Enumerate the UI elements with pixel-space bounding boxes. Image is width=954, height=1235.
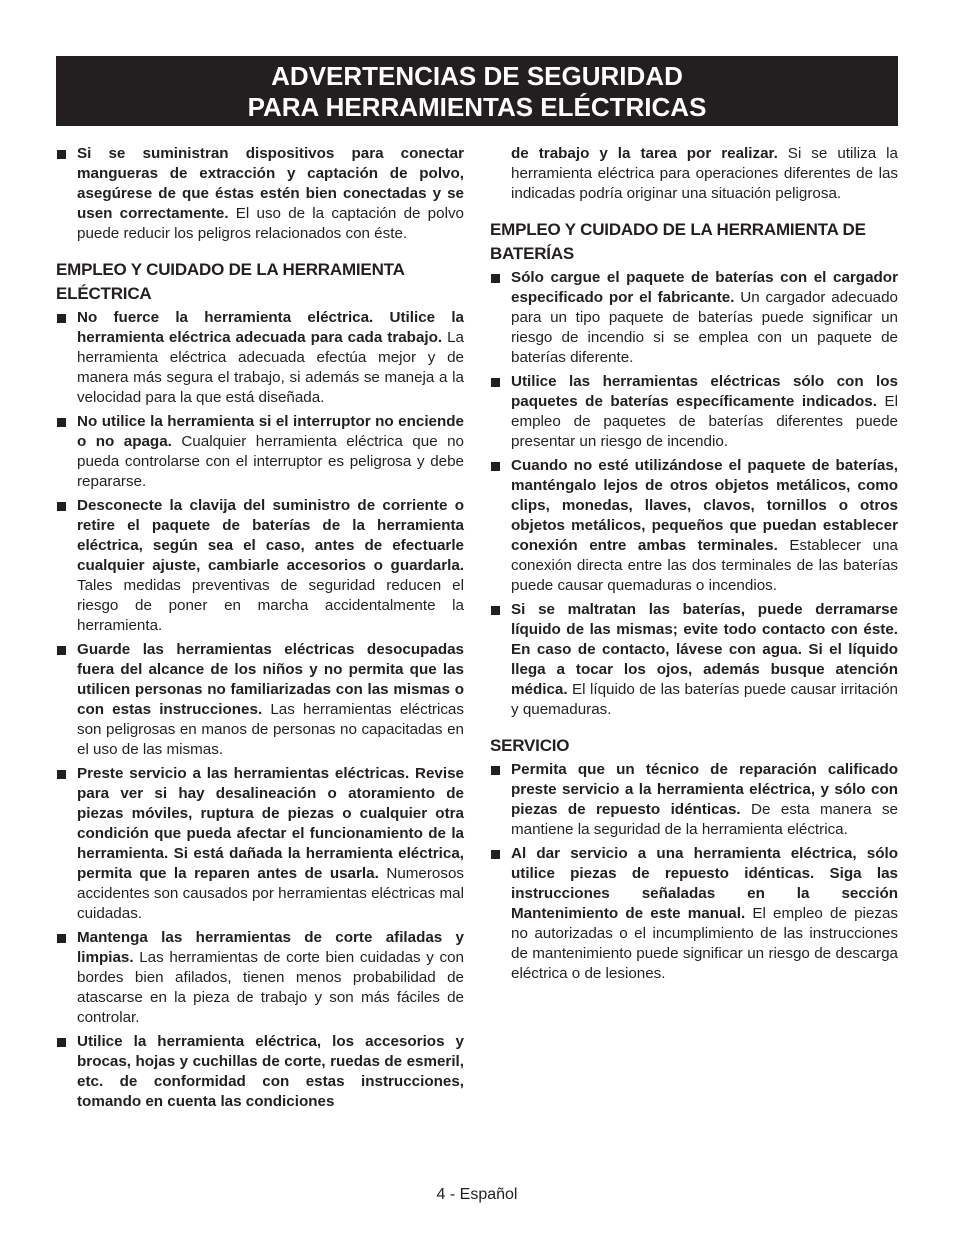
- square-bullet-icon: [57, 502, 66, 511]
- item-bold-text: Sólo cargue el paquete de baterías con el cargador especificado por el fabricante.: [511, 269, 898, 306]
- square-bullet-icon: [57, 646, 66, 655]
- item-bold-text: Si se suministran dispositivos para conectar mangueras de extracción y captación de polvo, asegúrese de que éstas estén bien conectadas y se usen correctamente.: [77, 145, 464, 222]
- item-text: Numerosos accidentes son causados por herramientas eléctricas mal cuidadas.: [77, 865, 464, 922]
- item-text: El empleo de piezas no autorizadas o el incumplimiento de las instrucciones de mantenimiento puede significar un riesgo de descarga eléctrica o de lesiones.: [511, 905, 898, 982]
- item-bold-text: Preste servicio a las herramientas eléctricas. Revise para ver si hay desalineación o atoramiento de piezas móviles, ruptura de piezas o cualquier otra condición que pueda afectar el funcionamiento de la herramienta. Si está dañada la herramienta eléctrica, permita que la reparen antes de usarla.: [77, 765, 464, 882]
- left-column: [56, 144, 464, 1116]
- item-text: Las herramientas de corte bien cuidadas y con bordes bien afilados, tienen menos probabilidad de atascarse en la pieza de trabajo y son más fáciles de controlar.: [77, 949, 464, 1026]
- item-text: Las herramientas eléctricas son peligrosas en manos de personas no capacitadas en el uso de las mismas.: [77, 701, 464, 758]
- list-item-continuation: [490, 144, 898, 204]
- page-banner: [56, 56, 898, 126]
- item-text: Cualquier herramienta eléctrica que no pueda controlarse con el interruptor es peligrosa y debe repararse.: [77, 433, 464, 490]
- banner-title-line-1: ADVERTENCIAS DE SEGURIDAD: [271, 61, 683, 91]
- item-text: El líquido de las baterías puede causar irritación y quemaduras.: [511, 681, 898, 718]
- item-text: Un cargador adecuado para un tipo paquete de baterías puede significar un riesgo de incendio si se emplea con un paquete de baterías diferente.: [511, 289, 898, 366]
- list-item-intro: [56, 144, 464, 244]
- list-item: [56, 764, 464, 924]
- item-bold-text: de trabajo y la tarea por realizar.: [511, 145, 778, 162]
- item-bold-text: Mantenga las herramientas de corte afiladas y limpias.: [77, 929, 464, 966]
- item-text: La herramienta eléctrica adecuada efectúa mejor y de manera más segura el trabajo, si además se maneja a la velocidad para la que está diseñada.: [77, 329, 465, 406]
- square-bullet-icon: [57, 1038, 66, 1047]
- item-text: El uso de la captación de polvo puede reducir los peligros relacionados con éste.: [77, 205, 464, 242]
- item-bold-text: Al dar servicio a una herramienta eléctrica, sólo utilice piezas de repuesto idénticas. Siga las instrucciones señaladas en la sección Mantenimiento de este manual.: [511, 845, 898, 922]
- item-text: El empleo de paquetes de baterías diferentes puede presentar un riesgo de incendio.: [511, 393, 898, 450]
- square-bullet-icon: [491, 462, 500, 471]
- item-text: Si se utiliza la herramienta eléctrica para operaciones diferentes de las indicadas podría originar una situación peligrosa.: [511, 145, 898, 202]
- square-bullet-icon: [57, 934, 66, 943]
- list-item: [56, 412, 464, 492]
- square-bullet-icon: [57, 150, 66, 159]
- item-bold-text: Utilice la herramienta eléctrica, los accesorios y brocas, hojas y cuchillas de corte, ruedas de esmeril, etc. de conformidad con estas instrucciones, tomando en cuenta las condiciones: [77, 1033, 464, 1110]
- list-item: [490, 268, 898, 368]
- square-bullet-icon: [491, 274, 500, 283]
- item-bold-text: Cuando no esté utilizándose el paquete de baterías, manténgalo lejos de otros objetos metálicos, como clips, monedas, llaves, clavos, tornillos o otros objetos metálicos, pequeños que puedan establecer conexión entre ambas terminales.: [511, 457, 898, 554]
- item-text: Tales medidas preventivas de seguridad reducen el riesgo de poner en marcha accidentalmente la herramienta.: [77, 577, 464, 634]
- item-bold-text: Permita que un técnico de reparación calificado preste servicio a la herramienta eléctrica, y sólo con piezas de repuesto idénticas.: [511, 761, 898, 818]
- square-bullet-icon: [491, 766, 500, 775]
- item-text: De esta manera se mantiene la seguridad de la herramienta eléctrica.: [511, 801, 898, 838]
- item-bold-text: Guarde las herramientas eléctricas desocupadas fuera del alcance de los niños y no permita que las utilicen personas no familiarizadas con las mismas o con estas instrucciones.: [77, 641, 464, 718]
- section-heading-power-tool-use: EMPLEO Y CUIDADO DE LA HERRAMIENTA ELÉCTRICA: [56, 260, 405, 303]
- square-bullet-icon: [491, 606, 500, 615]
- square-bullet-icon: [491, 850, 500, 859]
- item-text: Establecer una conexión directa entre las dos terminales de las baterías puede causar quemaduras o incendios.: [511, 537, 898, 594]
- list-item: [490, 372, 898, 452]
- list-item: [56, 1032, 464, 1112]
- list-item: [490, 844, 898, 984]
- page-number: 4 - Español: [436, 1186, 518, 1203]
- item-bold-text: No fuerce la herramienta eléctrica. Utilice la herramienta eléctrica adecuada para cada trabajo.: [77, 309, 464, 346]
- section-heading-service: SERVICIO: [490, 736, 570, 755]
- square-bullet-icon: [57, 314, 66, 323]
- item-bold-text: No utilice la herramienta si el interruptor no enciende o no apaga.: [77, 413, 464, 450]
- list-item: [490, 456, 898, 596]
- list-item: [490, 760, 898, 840]
- section-heading-battery-tool-use: EMPLEO Y CUIDADO DE LA HERRAMIENTA DE BATERÍAS: [490, 220, 866, 263]
- list-item: [56, 640, 464, 760]
- list-item: [56, 496, 464, 636]
- square-bullet-icon: [491, 378, 500, 387]
- list-item: [56, 308, 464, 408]
- banner-title-line-2: PARA HERRAMIENTAS ELÉCTRICAS: [247, 92, 707, 122]
- right-column: [490, 144, 898, 988]
- square-bullet-icon: [57, 770, 66, 779]
- item-bold-text: Utilice las herramientas eléctricas sólo con los paquetes de baterías específicamente indicados.: [511, 373, 898, 410]
- item-bold-text: Si se maltratan las baterías, puede derramarse líquido de las mismas; evite todo contacto con éste. En caso de contacto, lávese con agua. Si el líquido llega a tocar los ojos, además busque atención médica.: [511, 601, 898, 698]
- list-item: [490, 600, 898, 720]
- item-bold-text: Desconecte la clavija del suministro de corriente o retire el paquete de baterías de la herramienta eléctrica, según sea el caso, antes de efectuarle cualquier ajuste, cambiarle accesorios o guardarla.: [77, 497, 464, 574]
- square-bullet-icon: [57, 418, 66, 427]
- list-item: [56, 928, 464, 1028]
